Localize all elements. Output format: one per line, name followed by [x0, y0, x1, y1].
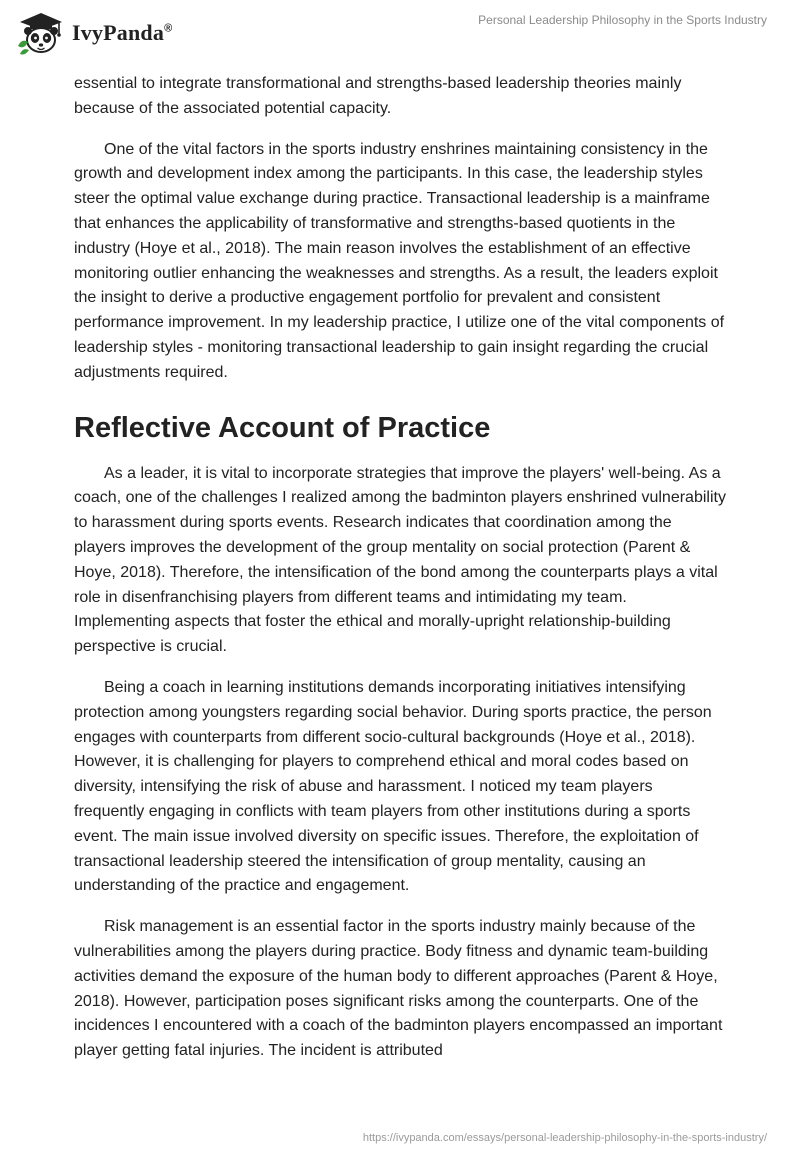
document-title: Personal Leadership Philosophy in the Sports Industry: [478, 13, 767, 27]
source-url[interactable]: https://ivypanda.com/essays/personal-leadership-philosophy-in-the-sports-industry/: [362, 1132, 767, 1144]
page-header: [0, 0, 800, 70]
ivypanda-logo[interactable]: [16, 10, 172, 56]
paragraph-players-wellbeing: As a leader, it is vital to incorporate strategies that improve the players' well-being. As a coach, one of the challenges I realized among the badminton players enshrined vulnerability to harassment during sports events. Research indicates that coordination among the players improves the development of the group mentality on social protection (Parent & Hoye, 2018). Therefore, the intensification of the bond among the counterparts plays a vital role in disenfranchising players from different teams and intimidating my team. Implementing aspects that foster the ethical and morally-upright relationship-building perspective is crucial.: [74, 464, 726, 656]
paragraph-risk-management: Risk management is an essential factor in the sports industry mainly because of the vulnerabilities among the players during practice. Body fitness and dynamic team-building activities demand the exposure of the human body to different approaches (Parent & Hoye, 2018). However, participation poses significant risks among the counterparts. One of the incidences I encountered with a coach of the badminton players encompassed an important player getting fatal injuries. The incident is attributed: [74, 918, 723, 1060]
panda-graduate-icon: [16, 10, 66, 56]
logo-text: IvyPanda®: [72, 20, 173, 45]
paragraph-coach-institutions: Being a coach in learning institutions demands incorporating initiatives intensifying protection among youngsters regarding social behavior. During sports practice, the person engages with counterparts from different socio-cultural backgrounds (Hoye et al., 2018). However, it is challenging for players to comprehend ethical and moral codes based on diversity, intensifying the risk of abuse and harassment. I noticed my team players frequently engaging in conflicts with team players from other institutions during a sports event. The main issue involved diversity on specific issues. Therefore, the exploitation of transactional leadership steered the intensification of group mentality, causing an understanding of the practice and engagement.: [74, 678, 712, 895]
registered-mark: ®: [164, 22, 173, 35]
essay-content: [74, 72, 726, 1080]
paragraph-continued: essential to integrate transformational and strengths-based leadership theories mainly because of the associated potential capacity.: [74, 75, 682, 117]
section-heading: Reflective Account of Practice: [74, 411, 491, 444]
paragraph-transactional-leadership: One of the vital factors in the sports industry enshrines maintaining consistency in the growth and development index among the participants. In this case, the leadership styles steer the optimal value exchange during practice. Transactional leadership is a mainframe that enhances the applicability of transformative and strengths-based quotients in the industry (Hoye et al., 2018). The main reason involves the establishment of an effective monitoring outlier enhancing the weaknesses and strengths. As a result, the leaders exploit the insight to derive a productive engagement portfolio for prevalent and consistent performance improvement. In my leadership practice, I utilize one of the vital components of leadership styles - monitoring transactional leadership to gain insight regarding the crucial adjustments required.: [74, 140, 725, 381]
